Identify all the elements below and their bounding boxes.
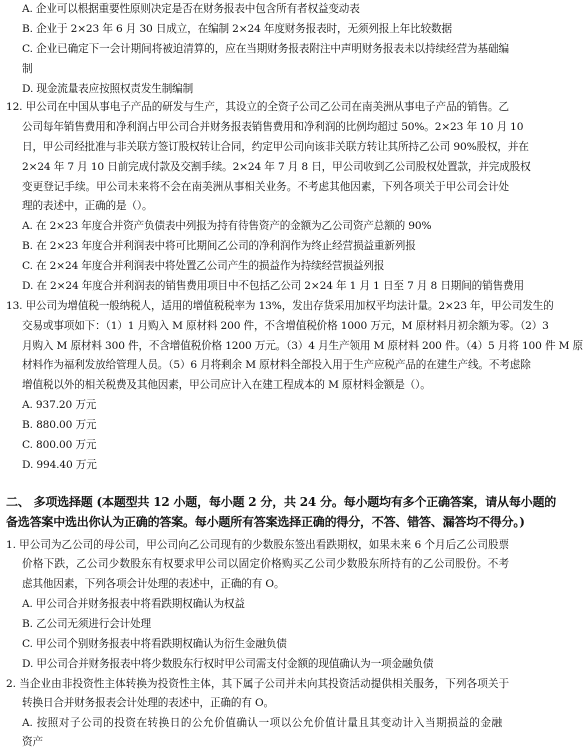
q11-option-b: B. 企业于 2×23 年 6 月 30 日成立，在编制 2×24 年度财务报表时，无须列报上年比较数据: [22, 23, 452, 35]
q12-option-a: A. 在 2×23 年度合并资产负债表中列报为持有待售资产的金额为乙公司资产总额的 90%: [22, 220, 432, 232]
q12-option-c: C. 在 2×24 年度合并利润表中将处置乙公司产生的损益作为持续经营损益列报: [22, 260, 385, 272]
mq2-stem: 转换日合并财务报表会计处理的表述中，正确的有 O。: [22, 697, 274, 709]
q13-stem: 交易或事项如下：（1）1 月购入 M 原材料 200 件，不含增值税价格 1000 万元，M 原材料月初余额为零。（2）3: [22, 320, 549, 332]
q13-stem: 增值税以外的相关税费及其他因素，甲公司应计入在建工程成本的 M 原材料金额是（）。: [22, 379, 431, 391]
mq1-option-d: D. 甲公司合并财务报表中将少数股东行权时甲公司需支付金额的现值确认为一项金融负债: [22, 658, 434, 670]
mq2-option-a-cont: 资产: [22, 736, 43, 748]
q11-option-c-cont: 制: [22, 63, 33, 75]
q12-stem: 公司每年销售费用和净利润占甲公司合并财务报表销售费用和净利润的比例均超过 50%。2×23 年 10 月 10: [22, 121, 524, 133]
q13-option-d: D. 994.40 万元: [22, 459, 97, 471]
q11-option-c: C. 企业已确定下一会计期间将被迫清算的，应在当期财务报表附注中声明财务报表未以持续经营为基础编: [22, 43, 509, 55]
q13-stem: 月购入 M 原材料 300 件，不含增值税价格 1200 万元。（3）4 月生产领用 M 原材料 200 件。（4）5 月将 100 件 M 原: [22, 340, 583, 352]
q12-stem: 日，甲公司经批准与非关联方签订股权转让合同，约定甲公司向该非关联方转让其所持乙公司 90%股权，并在: [22, 141, 529, 153]
mq1-stem: 1. 甲公司为乙公司的母公司，甲公司向乙公司现有的少数股东签出看跌期权，如果未来 6 个月后乙公司股票: [6, 539, 509, 551]
q11-option-a: A. 企业可以根据重要性原则决定是否在财务报表中包含所有者权益变动表: [22, 3, 360, 15]
mq1-option-c: C. 甲公司个别财务报表中将看跌期权确认为衍生金融负债: [22, 638, 287, 650]
q12-stem: 理的表述中，正确的是（）。: [22, 200, 153, 212]
q13-stem: 材料作为福利发放给管理人员。（5）6 月将剩余 M 原材料全部投入用于生产应税产品的在建生产线。不考虑除: [22, 359, 531, 371]
mq1-stem: 价格下跌，乙公司少数股东有权要求甲公司以固定价格购买乙公司少数股东所持有的乙公司股份。不考: [22, 558, 509, 570]
q13-stem: 13. 甲公司为增值税一般纳税人，适用的增值税税率为 13%，发出存货采用加权平均法计量。2×23 年，甲公司发生的: [6, 300, 554, 312]
q11-option-d: D. 现金流量表应按照权责发生制编制: [22, 83, 194, 95]
section-heading: 二、 多项选择题 (本题型共 12 小题，每小题 2 分，共 24 分。每小题均有多个正确答案，请从每小题的: [6, 495, 557, 509]
q12-stem: 2×24 年 7 月 10 日前完成付款及交割手续。2×24 年 7 月 8 日，甲公司收到乙公司股权处置款，并完成股权: [22, 161, 531, 173]
mq2-stem: 2. 当企业由非投资性主体转换为投资性主体，其下属子公司并未向其投资活动提供相关服务，下列各项关于: [6, 678, 509, 690]
q13-option-a: A. 937.20 万元: [22, 399, 97, 411]
q12-option-d: D. 在 2×24 年度合并利润表的销售费用项目中不包括乙公司 2×24 年 1 月 1 日至 7 月 8 日期间的销售费用: [22, 280, 524, 292]
q13-option-c: C. 800.00 万元: [22, 439, 97, 451]
mq1-option-b: B. 乙公司无须进行会计处理: [22, 618, 151, 630]
q12-stem: 变更登记手续。甲公司未来将不会在南美洲从事相关业务。不考虑其他因素，下列各项关于甲公司会计处: [22, 181, 509, 193]
mq2-option-a: A. 按照对子公司的投资在转换日的公允价值确认一项以公允价值计量且其变动计入当期损益的金融: [22, 717, 502, 729]
section-heading: 备选答案中选出你认为正确的答案。每小题所有答案选择正确的得分，不答、错答、漏答均不得分。): [6, 515, 525, 529]
mq1-option-a: A. 甲公司合并财务报表中将看跌期权确认为权益: [22, 598, 245, 610]
q12-option-b: B. 在 2×23 年度合并利润表中将可比期间乙公司的净利润作为终止经营损益重新列报: [22, 240, 416, 252]
q12-stem: 12. 甲公司在中国从事电子产品的研发与生产，其设立的全资子公司乙公司在南美洲从事电子产品的销售。乙: [6, 101, 509, 113]
q13-option-b: B. 880.00 万元: [22, 419, 97, 431]
mq1-stem: 虑其他因素，下列各项会计处理的表述中，正确的有 O。: [22, 578, 285, 590]
